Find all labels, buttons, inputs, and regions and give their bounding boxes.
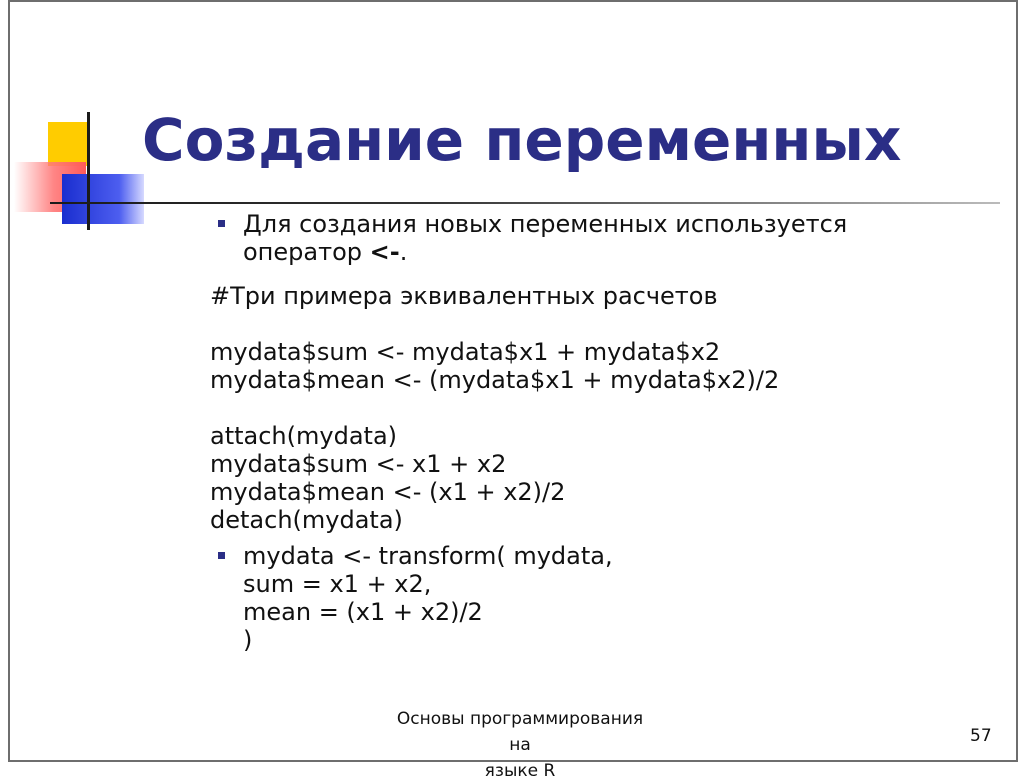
bullet-text-line-1: Для создания новых переменных используется [243,210,848,238]
square-bullet-icon [218,220,225,227]
footer-line-1: Основы программирования на [396,709,644,755]
code-line: detach(mydata) [210,506,403,534]
code-line: mydata <- transform( mydata, [243,542,613,570]
slide-title: Создание переменных [142,106,902,174]
bullet-text-suffix: . [399,238,408,266]
code-comment: #Три примера эквивалентных расчетов [210,282,718,310]
slide-footer [390,706,650,784]
code-line: sum = x1 + x2, [243,570,432,598]
title-underline [50,202,1000,204]
code-line [210,310,990,338]
assignment-operator: <- [369,238,400,266]
footer-line-2: языке R [484,761,556,781]
code-line: mydata$sum <- x1 + x2 [210,450,507,478]
bullet-text-prefix: оператор [243,238,370,266]
spacer [210,534,990,542]
decor-vertical-line [87,112,90,230]
decor-blue-gradient [62,174,144,224]
slide [8,0,1018,781]
code-line: ) [243,626,253,654]
spacer [210,266,990,282]
code-line: mydata$mean <- (x1 + x2)/2 [210,478,566,506]
code-line: mydata$sum <- mydata$x1 + mydata$x2 [210,338,721,366]
code-block [210,282,990,534]
bullet-item-transform [210,542,990,654]
page-number: 57 [970,726,992,746]
slide-body [210,210,990,654]
square-bullet-icon [218,552,225,559]
code-line: mean = (x1 + x2)/2 [243,598,483,626]
decor-yellow-square [48,122,90,166]
code-line: mydata$mean <- (mydata$x1 + mydata$x2)/2 [210,366,780,394]
bullet-text-line-2 [243,238,990,266]
code-line: attach(mydata) [210,422,398,450]
code-line [210,394,990,422]
bullet-item-operator [210,210,990,266]
